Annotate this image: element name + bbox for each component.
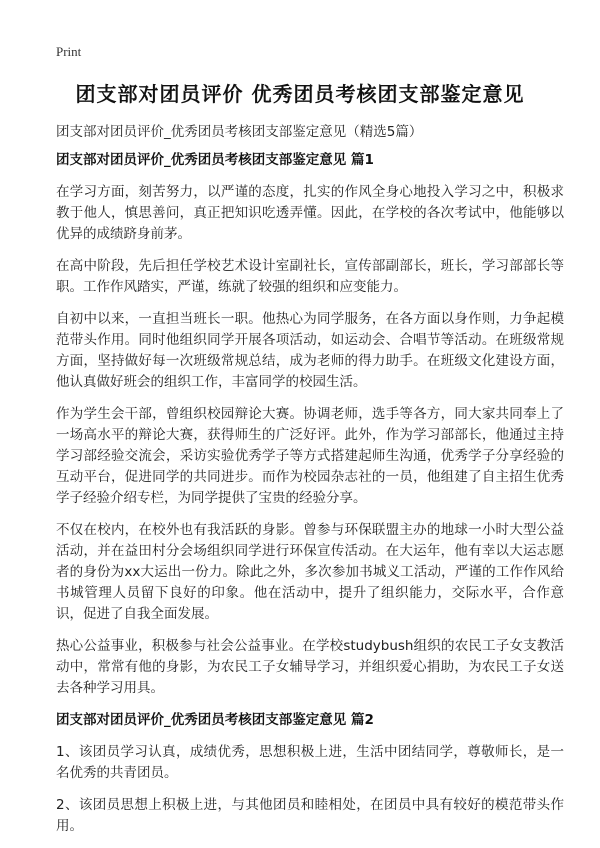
document-subtitle: 团支部对团员评价_优秀团员考核团支部鉴定意见（精选5篇） <box>56 124 423 140</box>
document-title: 团支部对团员评价 优秀团员考核团支部鉴定意见 <box>75 82 525 106</box>
paragraph: 自初中以来，一直担当班长一职。他热心为同学服务，在各方面以身作则，力争起模范带头作用。同时他组织同学开展各项活动，如运动会、合唱节等活动。在班级常规方面，坚持做好每一次班级常规总结，成为老师的得力助手。在班级文化建设方面，他认真做好班会的组织工作，丰富同学的校园生活。 <box>56 311 564 390</box>
paragraph: 不仅在校内，在校外也有我活跃的身影。曾参与环保联盟主办的地球一小时大型公益活动，并在益田村分会场组织同学进行环保宣传活动。在大运年，他有幸以大运志愿者的身份为xx大运出一份力。除此之外，多次参加书城义工活动，严谨的工作作风给书城管理人员留下良好的印象。他在活动中，提升了组织能力，交际水平，合作意识，促进了自我全面发展。 <box>56 522 564 622</box>
paragraph: 1、该团员学习认真，成绩优秀，思想积极上进，生活中团结同学，尊敬师长，是一名优秀的共青团员。 <box>56 744 564 781</box>
paragraph: 2、该团员思想上积极上进，与其他团员和睦相处，在团员中具有较好的模范带头作用。 <box>56 797 564 834</box>
paragraph: 在高中阶段，先后担任学校艺术设计室副社长，宣传部副部长，班长，学习部部长等职。工作作风踏实，严谨，练就了较强的组织和应变能力。 <box>56 258 564 295</box>
paragraph: 热心公益事业，积极参与社会公益事业。在学校studybush组织的农民工子女支教活动中，常常有他的身影，为农民工子女辅导学习，并组织爱心捐助，为农民工子女送去各种学习用具。 <box>56 638 564 696</box>
document-body <box>56 150 564 848</box>
print-label[interactable]: Print <box>56 44 82 59</box>
paragraph: 作为学生会干部，曾组织校园辩论大赛。协调老师，选手等各方，同大家共同奉上了一场高水平的辩论大赛，获得师生的广泛好评。此外，作为学习部部长，他通过主持学习部经验交流会，采访实验优秀学子等方式搭建起师生沟通，优秀学子分享经验的互动平台，促进同学的共同进步。而作为校园杂志社的一员，他组建了自主招生优秀学子经验介绍专栏，为同学提供了宝贵的经验分享。 <box>56 406 564 506</box>
section-heading-1: 团支部对团员评价_优秀团员考核团支部鉴定意见 篇1 <box>56 152 374 168</box>
paragraph: 在学习方面，刻苦努力，以严谨的态度，扎实的作风全身心地投入学习之中，积极求教于他人，慎思善问，真正把知识吃透弄懂。因此，在学校的各次考试中，他能够以优异的成绩跻身前茅。 <box>56 184 564 242</box>
section-heading-2: 团支部对团员评价_优秀团员考核团支部鉴定意见 篇2 <box>56 712 374 728</box>
